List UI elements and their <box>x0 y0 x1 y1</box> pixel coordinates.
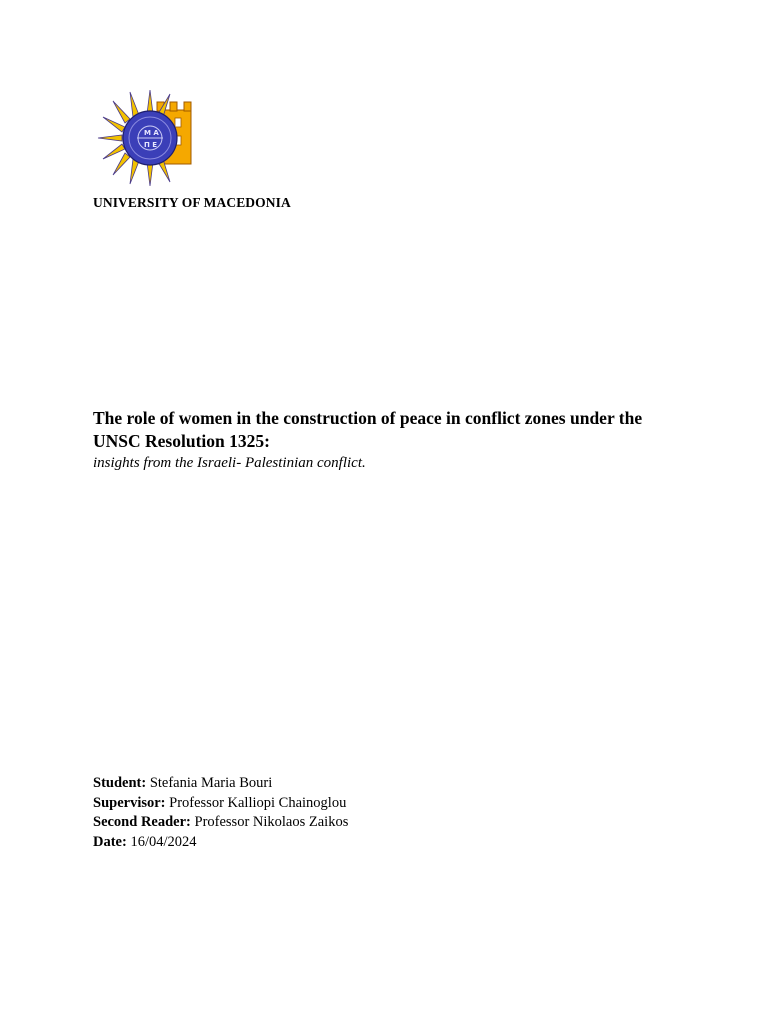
date-value: 16/04/2024 <box>130 833 197 850</box>
supervisor-row <box>93 794 348 814</box>
thesis-title: The role of women in the construction of peace in conflict zones under the UNSC Resolution 1325: <box>93 408 643 451</box>
svg-text:M A: M A <box>144 129 159 137</box>
thesis-subtitle: insights from the Israeli- Palestinian conflict. <box>93 455 366 471</box>
svg-text:Π E: Π E <box>144 141 158 149</box>
second-reader-label: Second Reader: <box>93 814 191 830</box>
second-reader-value: Professor Nikolaos Zaikos <box>194 814 349 830</box>
university-name: UNIVERSITY OF MACEDONIA <box>93 195 291 210</box>
supervisor-label: Supervisor: <box>93 794 166 811</box>
student-row <box>93 774 348 794</box>
university-logo <box>95 88 195 188</box>
thesis-details <box>93 774 348 852</box>
thesis-title-block <box>93 407 693 473</box>
seal-disc-icon <box>123 111 177 165</box>
university-seal-icon <box>95 88 195 188</box>
date-row <box>93 833 348 853</box>
supervisor-value: Professor Kalliopi Chainoglou <box>169 794 347 811</box>
second-reader-row <box>93 813 348 833</box>
student-label: Student: <box>93 775 147 791</box>
student-value: Stefania Maria Bouri <box>149 775 273 791</box>
date-label: Date: <box>93 833 127 850</box>
